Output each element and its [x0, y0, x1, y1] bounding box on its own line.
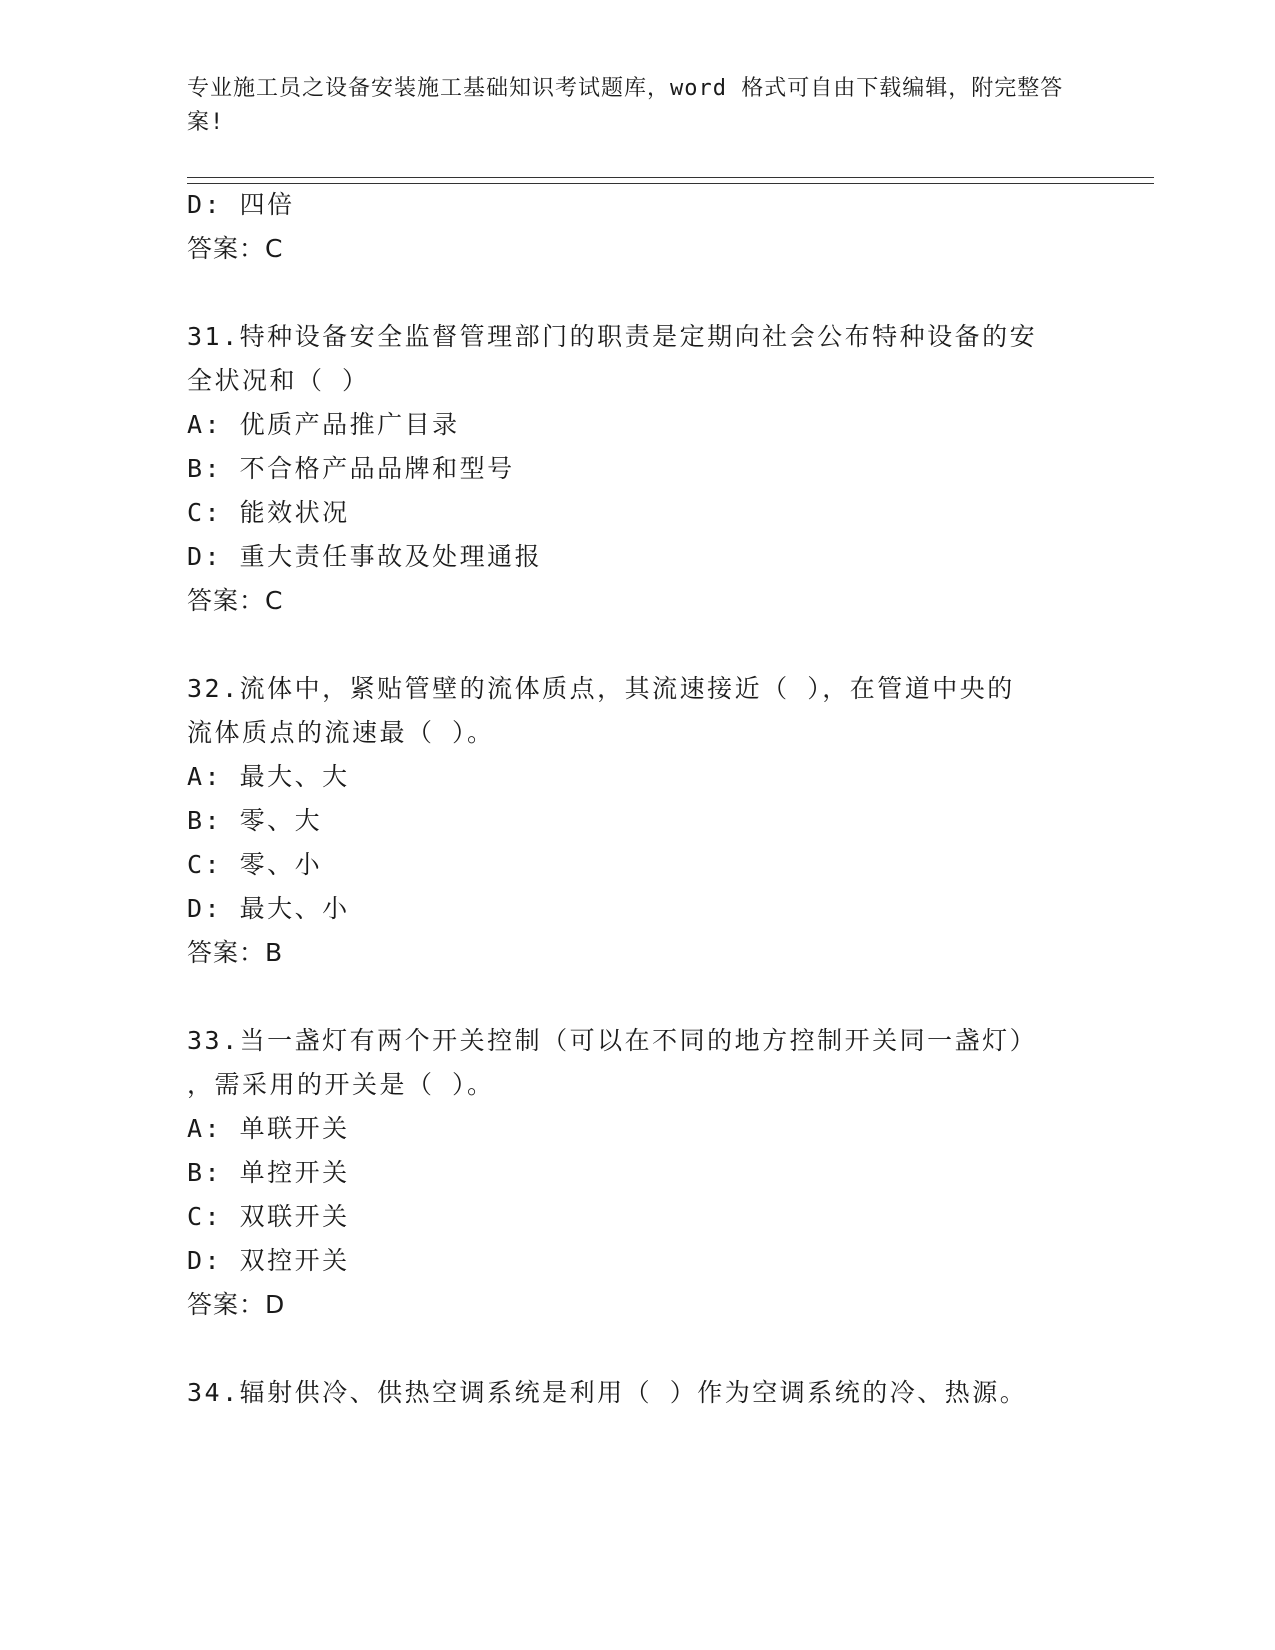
q33-answer: 答案：D [187, 1290, 286, 1319]
q31-option-c: C: 能效状况 [187, 498, 350, 527]
q32-option-c: C: 零、小 [187, 850, 323, 879]
q32-stem-line2: 流体质点的流速最（ ）。 [187, 718, 495, 747]
q31-stem-line2: 全状况和（ ） [187, 366, 370, 395]
q33-option-a: A: 单联开关 [187, 1114, 350, 1143]
q33-option-c: C: 双联开关 [187, 1202, 350, 1231]
prev-answer: 答案：C [187, 234, 284, 263]
prev-option-d: D: 四倍 [187, 190, 295, 219]
q32-option-b: B: 零、大 [187, 806, 323, 835]
q33-option-b: B: 单控开关 [187, 1158, 350, 1187]
header-divider-top [187, 177, 1154, 178]
q31-option-d: D: 重大责任事故及处理通报 [187, 542, 543, 571]
q31-option-b: B: 不合格产品品牌和型号 [187, 454, 515, 483]
q31-option-a: A: 优质产品推广目录 [187, 410, 460, 439]
header-divider-bottom [187, 183, 1154, 184]
q32-option-a: A: 最大、大 [187, 762, 350, 791]
q32-stem-line1: 32.流体中，紧贴管壁的流体质点，其流速接近（ ），在管道中央的 [187, 674, 1015, 703]
q31-stem-line1: 31.特种设备安全监督管理部门的职责是定期向社会公布特种设备的安 [187, 322, 1038, 351]
q33-stem-line2: ，需采用的开关是（ ）。 [187, 1070, 495, 1099]
document-header: 专业施工员之设备安装施工基础知识考试题库，word 格式可自由下载编辑，附完整答案! [187, 76, 1064, 135]
q33-option-d: D: 双控开关 [187, 1246, 350, 1275]
q34-stem-line1: 34.辐射供冷、供热空调系统是利用（ ）作为空调系统的冷、热源。 [187, 1378, 1028, 1407]
q32-option-d: D: 最大、小 [187, 894, 350, 923]
q33-stem-line1: 33.当一盏灯有两个开关控制（可以在不同的地方控制开关同一盏灯） [187, 1026, 1038, 1055]
q32-answer: 答案：B [187, 938, 284, 967]
q31-answer: 答案：C [187, 586, 284, 615]
